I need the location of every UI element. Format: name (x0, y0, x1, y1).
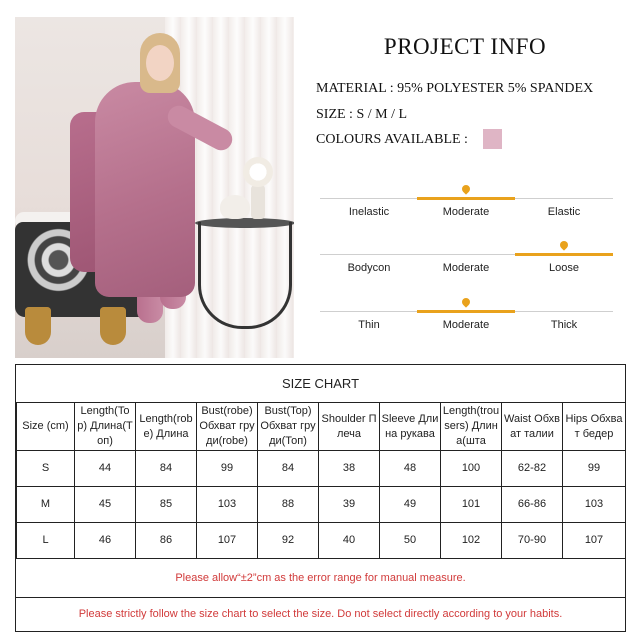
location-pin-icon (558, 239, 569, 250)
table-cell: 92 (258, 523, 319, 559)
scale-option-label: Moderate (442, 319, 490, 331)
colours-text: COLOURS AVAILABLE : (316, 132, 468, 147)
scale-option-label: Inelastic (348, 206, 390, 218)
scale-option-label: Thick (550, 319, 578, 331)
product-photo (15, 17, 294, 358)
table-cell: 70-90 (502, 523, 563, 559)
table-cell: 103 (197, 487, 258, 523)
table-cell: 48 (380, 451, 441, 487)
size-table (16, 402, 626, 559)
scale-selected-segment (417, 310, 515, 313)
table-header-cell: Hips Обхват бедер (563, 403, 626, 451)
project-info-title: PROJECT INFO (383, 34, 547, 59)
table-cell: S (17, 451, 75, 487)
table-cell: 100 (441, 451, 502, 487)
size-chart (15, 364, 626, 632)
color-swatch (483, 129, 502, 149)
size-selection-note: Please strictly follow the size chart to select the size. Do not select directly according to your habits. (78, 608, 563, 620)
table-header-cell: Shoulder Плеча (319, 403, 380, 451)
table-header-cell: Bust(robe) Обхват груди(robe) (197, 403, 258, 451)
table-cell: 99 (563, 451, 626, 487)
table-cell: 103 (563, 487, 626, 523)
scale-option-label: Bodycon (347, 262, 391, 274)
table-cell: 46 (75, 523, 136, 559)
table-cell: 62-82 (502, 451, 563, 487)
side-table-frame (198, 222, 292, 329)
shell (220, 195, 250, 219)
divider (16, 597, 625, 598)
material-text: MATERIAL : 95% POLYESTER 5% SPANDEX (316, 81, 594, 96)
table-cell: 38 (319, 451, 380, 487)
location-pin-icon (460, 296, 471, 307)
scale-selected-segment (515, 253, 613, 256)
table-cell: 86 (136, 523, 197, 559)
size-text: SIZE : S / M / L (316, 107, 408, 122)
table-cell: 39 (319, 487, 380, 523)
table-row (17, 523, 626, 559)
table-cell: 101 (441, 487, 502, 523)
table-cell: L (17, 523, 75, 559)
bathtub-foot (100, 307, 126, 345)
table-header-row (17, 403, 626, 451)
table-cell: 84 (136, 451, 197, 487)
table-header-cell: Waist Обхват талии (502, 403, 563, 451)
location-pin-icon (460, 183, 471, 194)
table-cell: 102 (441, 523, 502, 559)
scale-option-label: Loose (549, 262, 579, 274)
face (146, 45, 174, 81)
table-cell: 85 (136, 487, 197, 523)
table-header-cell: Length(robe) Длина (136, 403, 197, 451)
table-cell: 66-86 (502, 487, 563, 523)
table-header-cell: Bust(Top) Обхват груди(Топ) (258, 403, 319, 451)
vase (251, 185, 265, 219)
table-header-cell: Size (cm) (17, 403, 75, 451)
scale-option-label: Elastic (547, 206, 581, 218)
table-cell: 45 (75, 487, 136, 523)
table-row (17, 487, 626, 523)
table-cell: 107 (563, 523, 626, 559)
table-cell: 44 (75, 451, 136, 487)
table-cell: 40 (319, 523, 380, 559)
flower (243, 157, 273, 187)
table-row (17, 451, 626, 487)
table-cell: 88 (258, 487, 319, 523)
bathtub-foot (25, 307, 51, 345)
table-cell: M (17, 487, 75, 523)
scale-option-label: Thin (358, 319, 380, 331)
size-chart-title: SIZE CHART (16, 365, 625, 403)
scale-option-label: Moderate (442, 262, 490, 274)
table-header-cell: Length(trousers) Длина(шта (441, 403, 502, 451)
table-cell: 49 (380, 487, 441, 523)
scale-selected-segment (417, 197, 515, 200)
table-cell: 84 (258, 451, 319, 487)
table-header-cell: Sleeve Длина рукава (380, 403, 441, 451)
scale-option-label: Moderate (442, 206, 490, 218)
table-cell: 50 (380, 523, 441, 559)
table-header-cell: Length(Top) Длина(Топ) (75, 403, 136, 451)
error-range-note: Please allow“±2”cm as the error range for manual measure. (175, 572, 466, 584)
table-cell: 99 (197, 451, 258, 487)
table-cell: 107 (197, 523, 258, 559)
